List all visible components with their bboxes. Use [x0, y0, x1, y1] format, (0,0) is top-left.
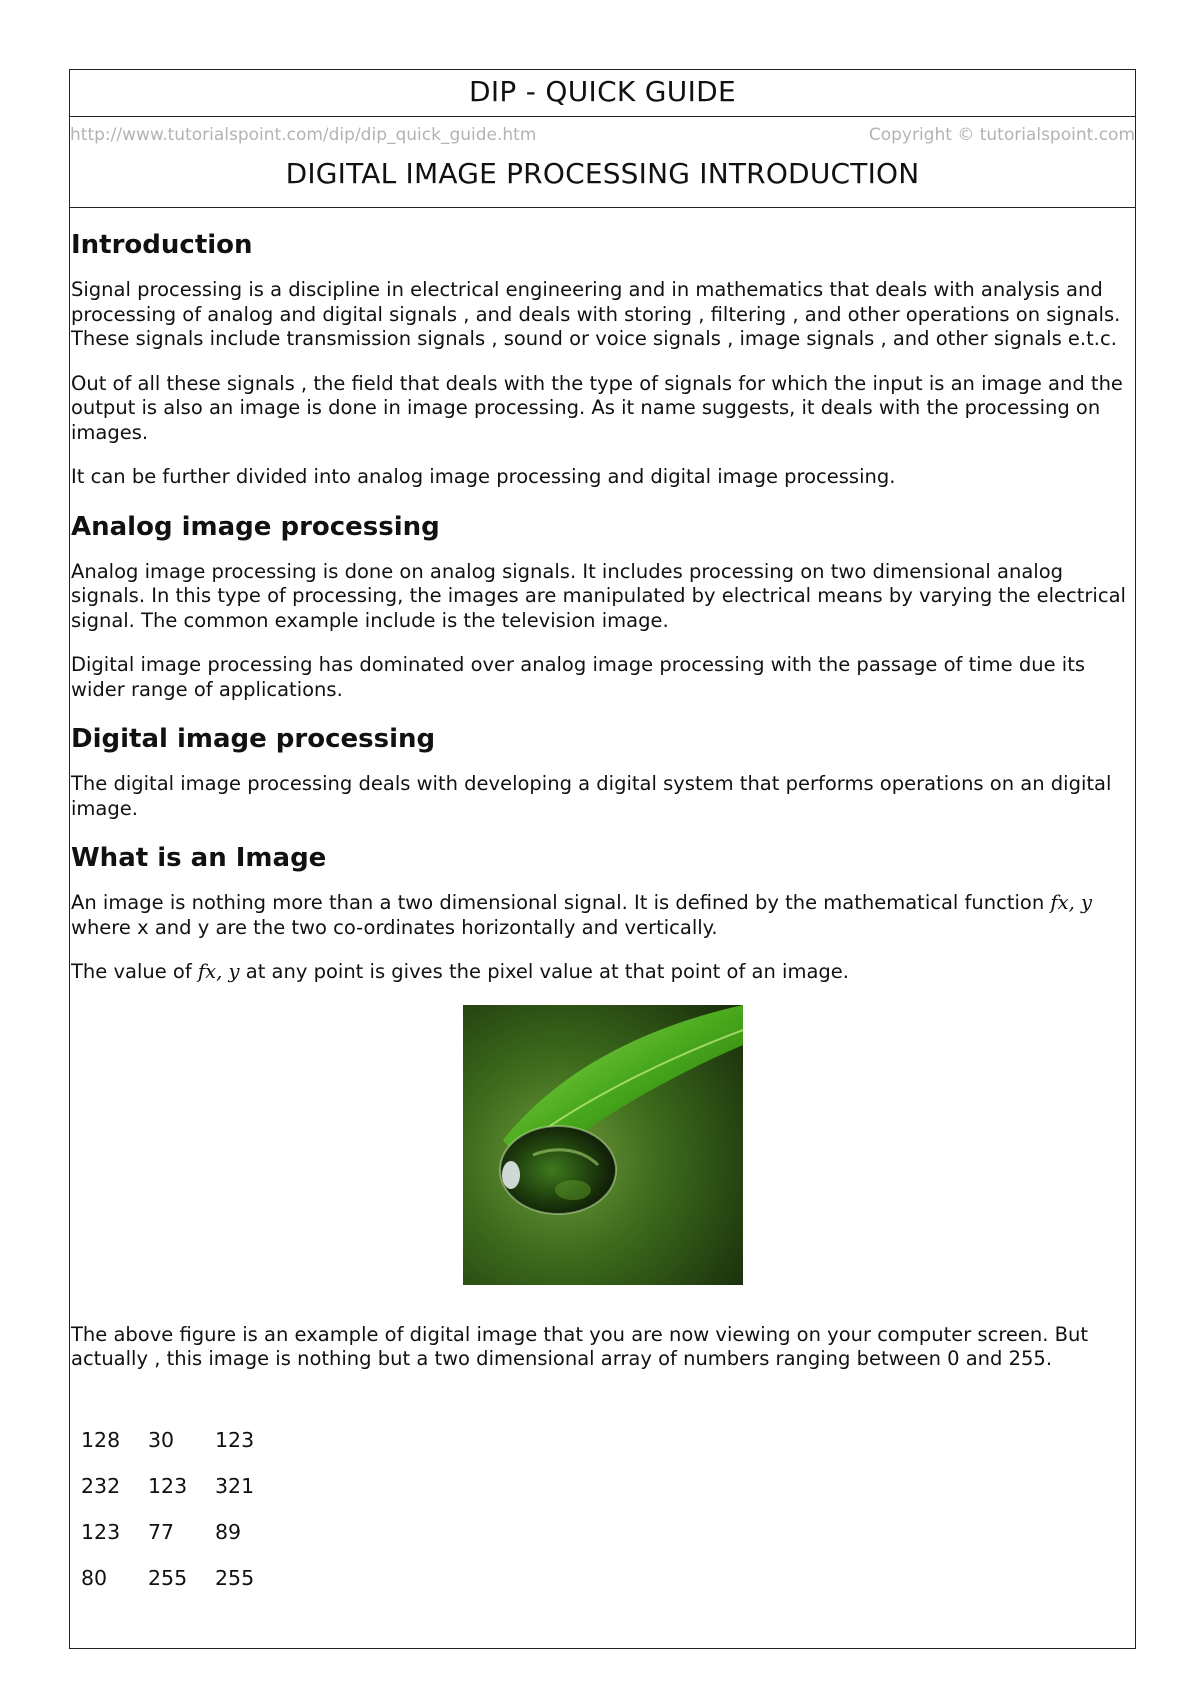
paragraph: The above figure is an example of digital image that you are now viewing on your computer screen. But actually , this image is nothing but a two dimensional array of numbers ranging between 0 and 255.	[71, 1322, 1089, 1370]
paragraph: Signal processing is a discipline in electrical engineering and in mathematics that deals with analysis and processing of analog and digital signals , and deals with storing , filtering , and other operations on signals. These signals include transmission signals , sound or voice signals , image signals , and other signals e.t.c.	[71, 278, 1121, 350]
heading-introduction: Introduction	[71, 230, 253, 260]
text: An image is nothing more than a two dimensional signal. It is defined by the mathematical function	[71, 891, 1051, 914]
matrix-cell: 128	[81, 1427, 121, 1452]
paragraph	[71, 891, 1135, 940]
leaf-drop-image	[463, 1005, 743, 1285]
matrix-row	[81, 1520, 276, 1566]
meta-row	[70, 117, 1135, 151]
matrix-cell: 89	[215, 1519, 242, 1544]
function-notation: fx, y	[197, 960, 240, 983]
matrix-row	[81, 1428, 276, 1474]
matrix-cell: 232	[81, 1473, 121, 1498]
heading-analog: Analog image processing	[71, 511, 440, 542]
page-frame	[69, 69, 1136, 1649]
paragraph: Digital image processing has dominated over analog image processing with the passage of time due its wider range of applications.	[71, 653, 1086, 701]
source-url[interactable]: http://www.tutorialspoint.com/dip/dip_quick_guide.htm	[70, 125, 537, 145]
paragraph: Out of all these signals , the field that deals with the type of signals for which the input is an image and the output is also an image is done in image processing. As it name suggests, it deals with the processing on images.	[71, 371, 1123, 444]
section-title: DIGITAL IMAGE PROCESSING INTRODUCTION	[70, 151, 1135, 208]
heading-what-is-image: What is an Image	[71, 843, 327, 873]
matrix-cell: 321	[215, 1473, 255, 1498]
matrix-cell: 80	[81, 1565, 108, 1590]
paragraph: The digital image processing deals with developing a digital system that performs operations on an digital image.	[71, 772, 1112, 820]
matrix-cell: 255	[148, 1565, 188, 1590]
pixel-matrix	[81, 1428, 276, 1612]
heading-digital: Digital image processing	[71, 724, 436, 754]
matrix-row	[81, 1566, 276, 1612]
text: The value of	[71, 960, 198, 983]
matrix-cell: 255	[215, 1565, 255, 1590]
matrix-cell: 30	[148, 1427, 175, 1452]
matrix-row	[81, 1474, 276, 1520]
guide-title: DIP - QUICK GUIDE	[70, 70, 1135, 117]
function-notation: fx, y	[1050, 891, 1093, 914]
water-drop-leaf-figure	[463, 1005, 743, 1285]
content	[70, 228, 1135, 1612]
matrix-cell: 123	[148, 1473, 188, 1498]
paragraph: It can be further divided into analog image processing and digital image processing.	[71, 465, 896, 488]
text: at any point is gives the pixel value at that point of an image.	[239, 960, 849, 983]
paragraph	[71, 960, 1135, 985]
matrix-cell: 123	[81, 1519, 121, 1544]
paragraph: Analog image processing is done on analog signals. It includes processing on two dimensional analog signals. In this type of processing, the images are manipulated by electrical means by varying the electrical signal. The common example include is the television image.	[71, 559, 1126, 632]
copyright-notice: Copyright © tutorialspoint.com	[868, 125, 1135, 145]
text: where x and y are the two co-ordinates horizontally and vertically.	[71, 915, 718, 939]
matrix-cell: 77	[148, 1519, 175, 1544]
matrix-cell: 123	[215, 1427, 255, 1452]
